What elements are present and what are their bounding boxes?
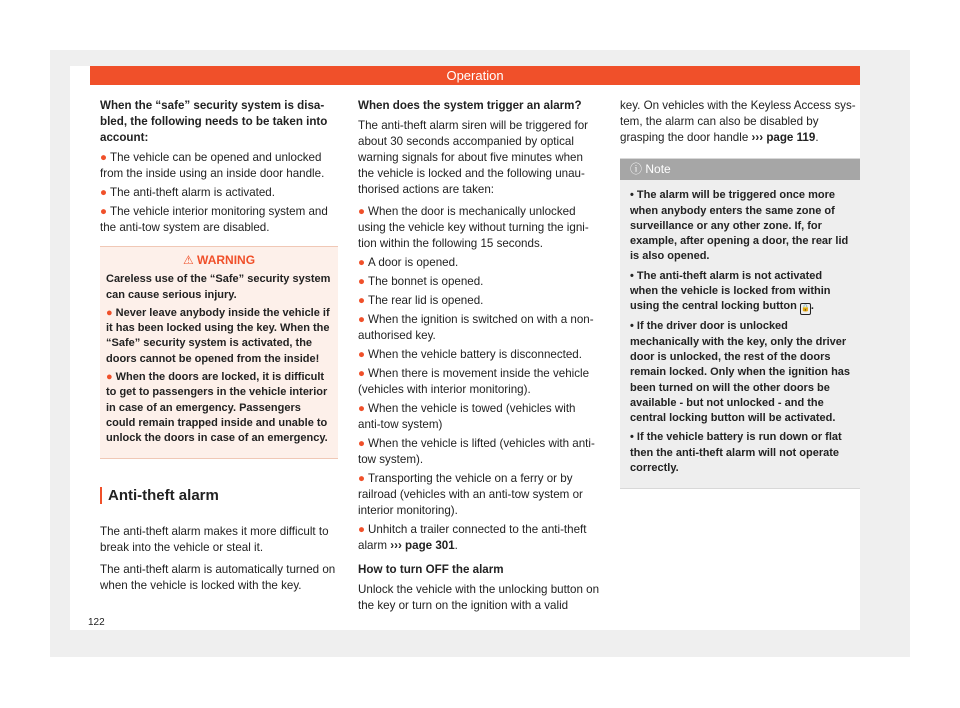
warning-item: ● When the doors are locked, it is difficult to get to passengers in the vehicle interior in case of an emergency. Passengers could remain trapped inside and unable to unlock the doors in case of an emergency. — [106, 371, 328, 445]
list-item: ● When the vehicle is lifted (vehicles with anti-tow system). — [358, 437, 595, 466]
note-item: • The anti-theft alarm is not activated when the vehicle is locked from within using the central locking button 🔒. — [630, 269, 852, 316]
page-301-link[interactable]: ››› page 301 — [390, 539, 455, 552]
section-title: Anti-theft alarm — [100, 487, 338, 504]
column-middle — [358, 98, 600, 620]
bullet-icon: ● — [100, 186, 108, 199]
paragraph: The anti-theft alarm is automatically turned on when the vehicle is locked with the key. — [100, 562, 336, 592]
list-item: ● The anti-theft alarm is activated. — [100, 186, 275, 199]
paragraph: key. On vehicles with the Keyless Access system, the alarm can also be disabled by grasping the door handle ››› page 119. — [620, 99, 856, 144]
bullet-icon: ● — [358, 402, 366, 415]
note-title: ⓘ Note — [620, 159, 860, 180]
note-box — [620, 158, 860, 489]
bullet-icon: ● — [106, 306, 113, 319]
turn-off-heading: How to turn OFF the alarm — [358, 563, 504, 576]
bullet-icon: ● — [358, 523, 366, 536]
warning-box — [100, 246, 338, 459]
column-left — [100, 98, 338, 600]
info-icon: ⓘ — [630, 162, 643, 176]
bullet-icon: ● — [358, 472, 366, 485]
list-item: ● A door is opened. — [358, 256, 459, 269]
warning-title: ⚠ WARNING — [182, 253, 256, 267]
warning-triangle-icon: ⚠ — [182, 253, 194, 267]
bullet-icon: ● — [100, 151, 108, 164]
list-item: ● When the vehicle is towed (vehicles with anti-tow system) — [358, 402, 576, 431]
list-item: ● The bonnet is opened. — [358, 275, 484, 288]
note-item: • If the driver door is unlocked mechanically with the key, only the driver door is unlocked, the rest of the doors remain locked. Only when the ignition has been turned on will the other doors be available - but not unlocked - and the central locking button will be activated. — [630, 320, 851, 425]
paragraph: The anti-theft alarm siren will be triggered for about 30 seconds accompanied by optical warning signals for about five minutes when the vehicle is locked and the following unauthorised actions are taken: — [358, 119, 589, 196]
list-item: ● When the door is mechanically unlocked using the vehicle key without turning the ignition within the following 15 seconds. — [358, 205, 589, 250]
list-item: ● When the ignition is switched on with a non-authorised key. — [358, 313, 594, 342]
paragraph: The anti-theft alarm makes it more difficult to break into the vehicle or steal it. — [100, 524, 329, 554]
paragraph: Unlock the vehicle with the unlocking button on the key or turn on the ignition with a valid — [358, 583, 600, 612]
page-119-link[interactable]: ››› page 119 — [751, 131, 816, 144]
lock-button-icon: 🔒 — [800, 303, 811, 315]
bullet-icon: ● — [358, 437, 366, 450]
list-item: ● Transporting the vehicle on a ferry or by railroad (vehicles with an anti-tow system or interior monitoring). — [358, 472, 583, 517]
list-item: ● When there is movement inside the vehicle (vehicles with interior monitoring). — [358, 367, 590, 396]
page-header: Operation — [90, 66, 860, 85]
note-item: • The alarm will be triggered once more when anybody enters the same zone of surveillance or any other zone. If, for example, after opening a door, the rear lid is also opened. — [630, 189, 849, 263]
column-right — [620, 98, 860, 489]
list-item: ● The rear lid is opened. — [358, 294, 484, 307]
bullet-icon: ● — [106, 371, 113, 384]
warning-intro: Careless use of the “Safe” security system can cause serious injury. — [106, 273, 331, 301]
list-item: ● When the vehicle battery is disconnected. — [358, 348, 582, 361]
list-item: ● The vehicle interior monitoring system and the anti-tow system are disabled. — [100, 205, 328, 234]
list-item: ● Unhitch a trailer connected to the anti-theft alarm ››› page 301. — [358, 523, 587, 552]
bullet-icon: ● — [358, 275, 366, 288]
safe-disabled-heading: When the “safe” security system is disabled, the following needs to be taken into account: — [100, 99, 328, 144]
bullet-icon: ● — [100, 205, 108, 218]
bullet-icon: ● — [358, 256, 366, 269]
bullet-icon: ● — [358, 313, 366, 326]
bullet-icon: ● — [358, 367, 366, 380]
bullet-icon: ● — [358, 348, 366, 361]
bullet-icon: ● — [358, 205, 366, 218]
page-number: 122 — [88, 617, 105, 628]
note-item: • If the vehicle battery is run down or flat then the anti-theft alarm will not operate correctly. — [630, 431, 842, 475]
bullet-icon: ● — [358, 294, 366, 307]
list-item: ● The vehicle can be opened and unlocked from the inside using an inside door handle. — [100, 151, 325, 180]
alarm-trigger-heading: When does the system trigger an alarm? — [358, 99, 582, 112]
warning-item: ● Never leave anybody inside the vehicle if it has been locked using the key. When the “Safe” security system is activated, the doors cannot be opened from the inside! — [106, 306, 330, 365]
